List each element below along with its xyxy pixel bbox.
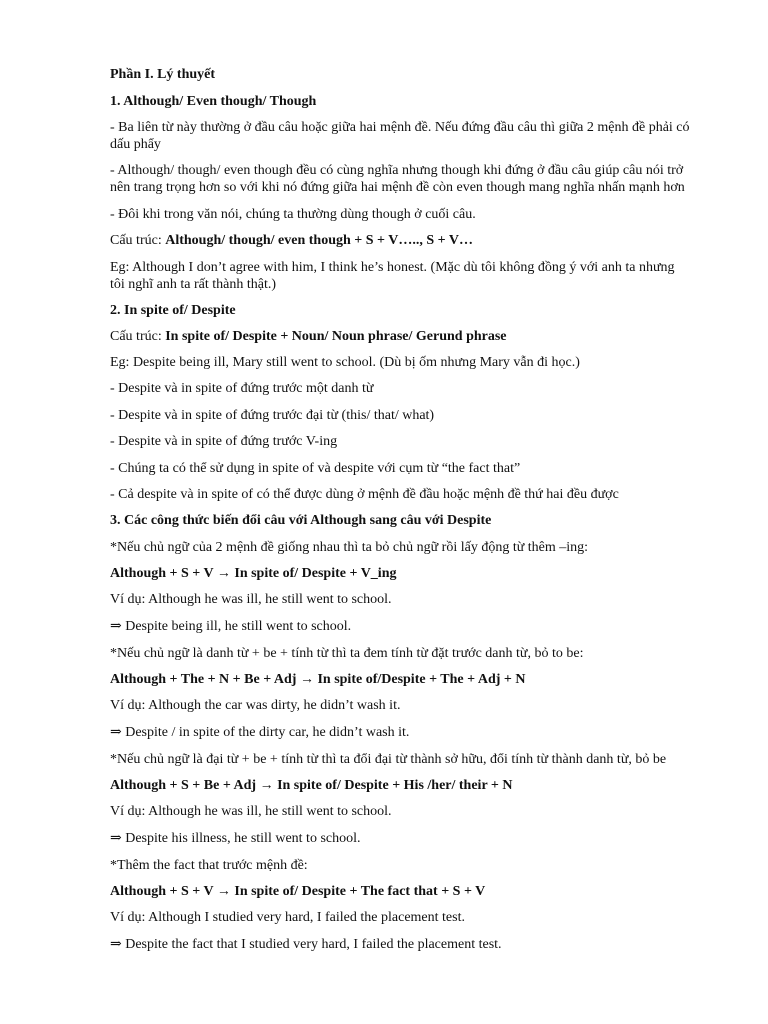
bullet-fact-that: - Chúng ta có thể sử dụng in spite of và despite với cụm từ “the fact that” [110,461,521,476]
structure-label: Cấu trúc: [110,233,166,248]
paragraph-spoken: - Đôi khi trong văn nói, chúng ta thường dùng though ở cuối câu. [110,207,476,222]
rule2-example: Ví dụ: Although the car was dirty, he didn’t wash it. [110,698,401,713]
heading-although: 1. Although/ Even though/ Though [110,94,317,109]
structure-label: Cấu trúc: [110,329,166,344]
rule1-formula: Although + S + V → In spite of/ Despite + V_ing [110,566,397,581]
rule1-note: *Nếu chủ ngữ của 2 mệnh đề giống nhau thì ta bỏ chủ ngữ rồi lấy động từ thêm –ing: [110,540,589,555]
paragraph-meaning: - Although/ though/ even though đều có cùng nghĩa nhưng though khi đứng ở đầu câu giúp câu nói trở nên trang trọng hơn so với khi nó đứng giữa hai mệnh đề còn even though mang nghĩa nhấn mạnh hơn [110,163,685,195]
rule3-note: *Nếu chủ ngữ là đại từ + be + tính từ thì ta đổi đại từ thành sở hữu, đổi tính từ thành danh từ, bỏ be [110,752,667,767]
rule3-answer: ⇒ Despite his illness, he still went to school. [110,831,361,846]
bullet-pronoun: - Despite và in spite of đứng trước đại từ (this/ that/ what) [110,408,435,423]
rule3-formula: Although + S + Be + Adj → In spite of/ Despite + His /her/ their + N [110,778,513,793]
rule1-example: Ví dụ: Although he was ill, he still went to school. [110,592,392,607]
rule2-note: *Nếu chủ ngữ là danh từ + be + tính từ thì ta đem tính từ đặt trước danh từ, bỏ to be: [110,646,584,661]
rule2-answer: ⇒ Despite / in spite of the dirty car, he didn’t wash it. [110,725,410,740]
bullet-noun: - Despite và in spite of đứng trước một danh từ [110,381,374,396]
rule4-note: *Thêm the fact that trước mệnh đề: [110,858,308,873]
bullet-clause-position: - Cả despite và in spite of có thể được dùng ở mệnh đề đầu hoặc mệnh đề thứ hai đều được [110,487,619,502]
structure-formula: Although/ though/ even though + S + V….., S + V… [165,233,473,248]
paragraph-position: - Ba liên từ này thường ở đầu câu hoặc giữa hai mệnh đề. Nếu đứng đầu câu thì giữa 2 mệnh đề phải có dấu phẩy [110,120,690,152]
rule2-formula: Although + The + N + Be + Adj → In spite of/Despite + The + Adj + N [110,672,526,687]
structure-despite [110,328,507,345]
rule1-answer: ⇒ Despite being ill, he still went to school. [110,619,352,634]
example-although: Eg: Although I don’t agree with him, I think he’s honest. (Mặc dù tôi không đồng ý với anh ta nhưng tôi nghĩ anh ta rất thành thật.) [110,260,675,292]
section-title: Phần I. Lý thuyết [110,67,216,82]
heading-despite: 2. In spite of/ Despite [110,303,236,318]
rule3-example: Ví dụ: Although he was ill, he still went to school. [110,804,392,819]
bullet-ving: - Despite và in spite of đứng trước V-ing [110,434,338,449]
heading-transformations: 3. Các công thức biến đổi câu với Although sang câu với Despite [110,513,492,528]
rule4-formula: Although + S + V → In spite of/ Despite + The fact that + S + V [110,884,486,899]
example-despite: Eg: Despite being ill, Mary still went to school. (Dù bị ốm nhưng Mary vẫn đi học.) [110,355,580,370]
rule4-answer: ⇒ Despite the fact that I studied very hard, I failed the placement test. [110,937,502,952]
rule4-example: Ví dụ: Although I studied very hard, I failed the placement test. [110,910,465,925]
structure-formula: In spite of/ Despite + Noun/ Noun phrase/ Gerund phrase [165,329,507,344]
structure-although [110,232,473,249]
